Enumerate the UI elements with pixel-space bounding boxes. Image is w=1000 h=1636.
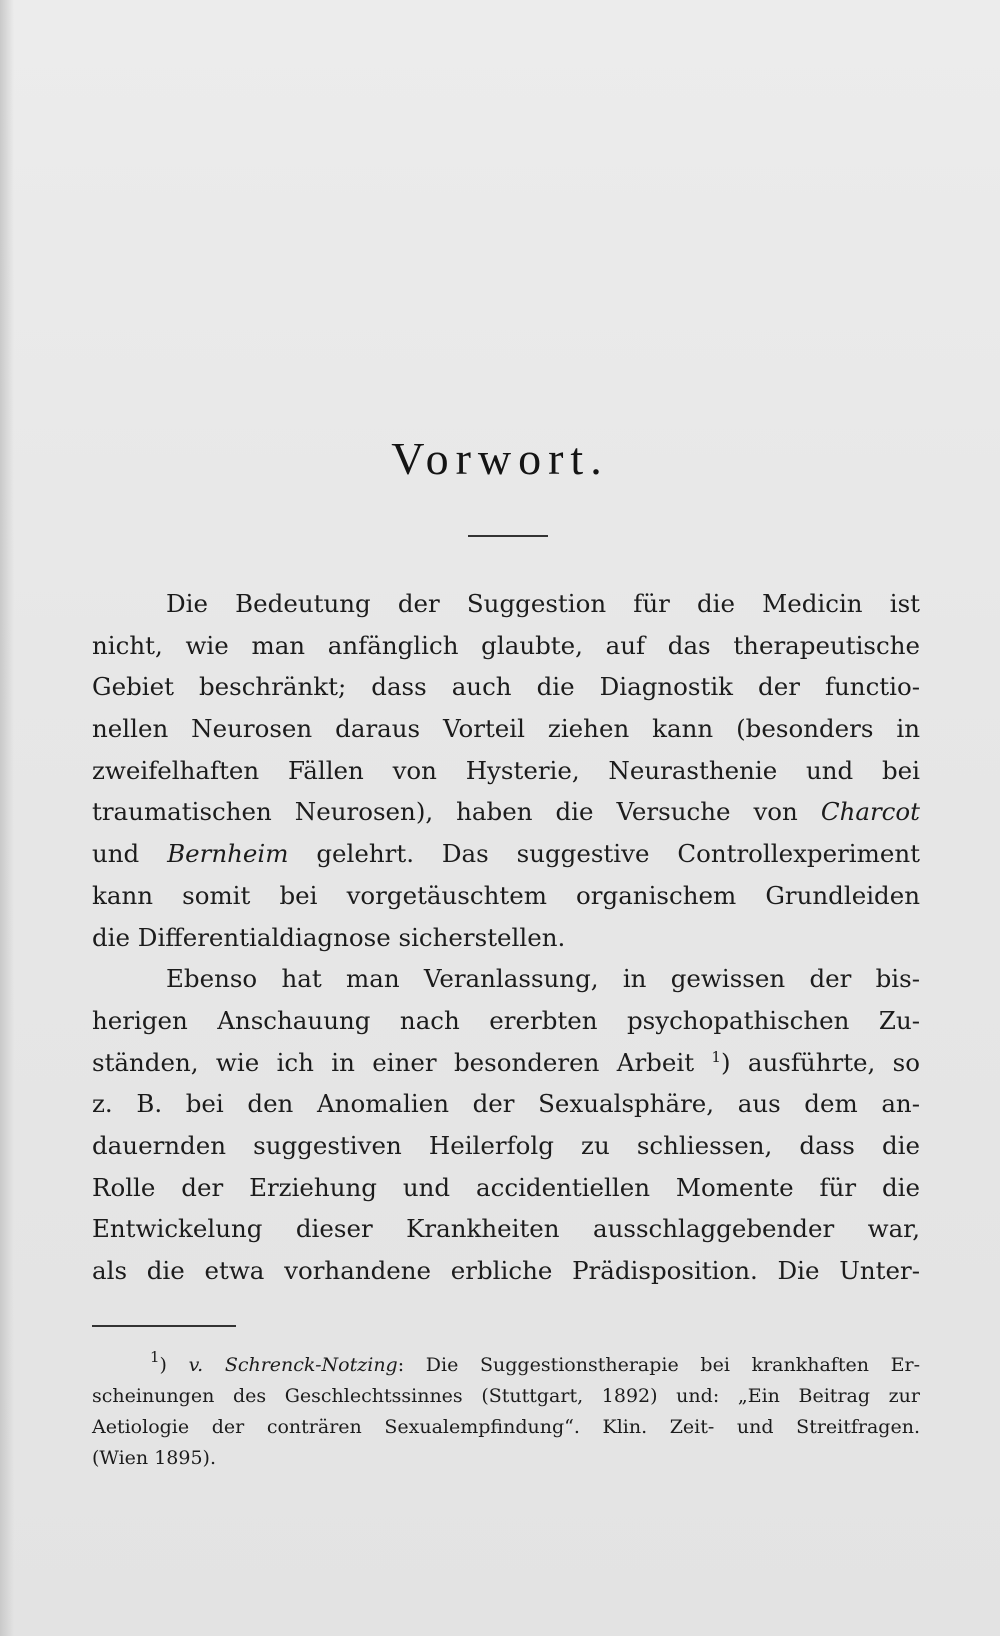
text-segment: ständen, wie ich in einer besonderen Arbeit xyxy=(92,1047,712,1077)
main-text xyxy=(92,583,920,1292)
footnote-divider xyxy=(92,1325,236,1327)
text-line: Gebiet beschränkt; dass auch die Diagnostik der functio- xyxy=(92,672,920,702)
footnote-marker: 1 xyxy=(150,1348,160,1366)
text-line: herigen Anschauung nach ererbten psychopathischen Zu- xyxy=(92,1005,920,1035)
text-line: als die etwa vorhandene erbliche Prädisposition. Die Unter- xyxy=(92,1256,920,1285)
text-segment: ) xyxy=(159,1354,189,1376)
footnote-author: v. Schrenck-Notzing xyxy=(188,1354,398,1376)
text-segment: gelehrt. Das suggestive Controllexperiment xyxy=(288,839,920,869)
text-line xyxy=(92,833,920,875)
text-segment: und xyxy=(92,839,168,869)
text-line: Entwickelung dieser Krankheiten ausschlaggebender war, xyxy=(92,1214,920,1244)
text-line: die Differentialdiagnose sicherstellen. xyxy=(92,922,566,952)
text-line: nicht, wie man anfänglich glaubte, auf das therapeutische xyxy=(92,630,920,660)
footnote-reference: 1 xyxy=(711,1047,721,1066)
text-line: zweifelhaften Fällen von Hysterie, Neurasthenie und bei xyxy=(92,755,920,785)
person-name: Charcot xyxy=(820,797,920,827)
text-segment: ) ausführte, so xyxy=(720,1047,920,1077)
text-line: z. B. bei den Anomalien der Sexualsphäre, aus dem an- xyxy=(92,1089,920,1119)
text-line: kann somit bei vorgetäuschtem organischem Grundleiden xyxy=(92,880,920,910)
text-segment: : Die Suggestionstherapie bei krankhaften Er- xyxy=(397,1354,920,1376)
text-line: dauernden suggestiven Heilerfolg zu schliessen, dass die xyxy=(92,1130,920,1160)
footnote-line xyxy=(92,1350,920,1381)
page-title: Vorwort. xyxy=(391,433,609,484)
text-line: Rolle der Erziehung und accidentiellen Momente für die xyxy=(92,1172,920,1202)
footnote-line: Aetiologie der conträren Sexualempfindung“. Klin. Zeit- und Streitfragen. xyxy=(92,1416,920,1438)
text-line: nellen Neurosen daraus Vorteil ziehen kann (besonders in xyxy=(92,714,920,744)
title-divider xyxy=(468,535,548,537)
footnote xyxy=(92,1350,920,1474)
text-segment: traumatischen Neurosen), haben die Versuche von xyxy=(92,797,821,827)
text-line: Die Bedeutung der Suggestion für die Medicin ist xyxy=(166,589,920,618)
text-line: Ebenso hat man Veranlassung, in gewissen der bis- xyxy=(166,964,920,994)
footnote-line: scheinungen des Geschlechtssinnes (Stuttgart, 1892) und: „Ein Beitrag zur xyxy=(92,1385,920,1407)
text-line xyxy=(92,791,920,833)
person-name: Bernheim xyxy=(167,839,289,869)
text-line xyxy=(92,1042,920,1084)
footnote-line: (Wien 1895). xyxy=(92,1447,217,1469)
